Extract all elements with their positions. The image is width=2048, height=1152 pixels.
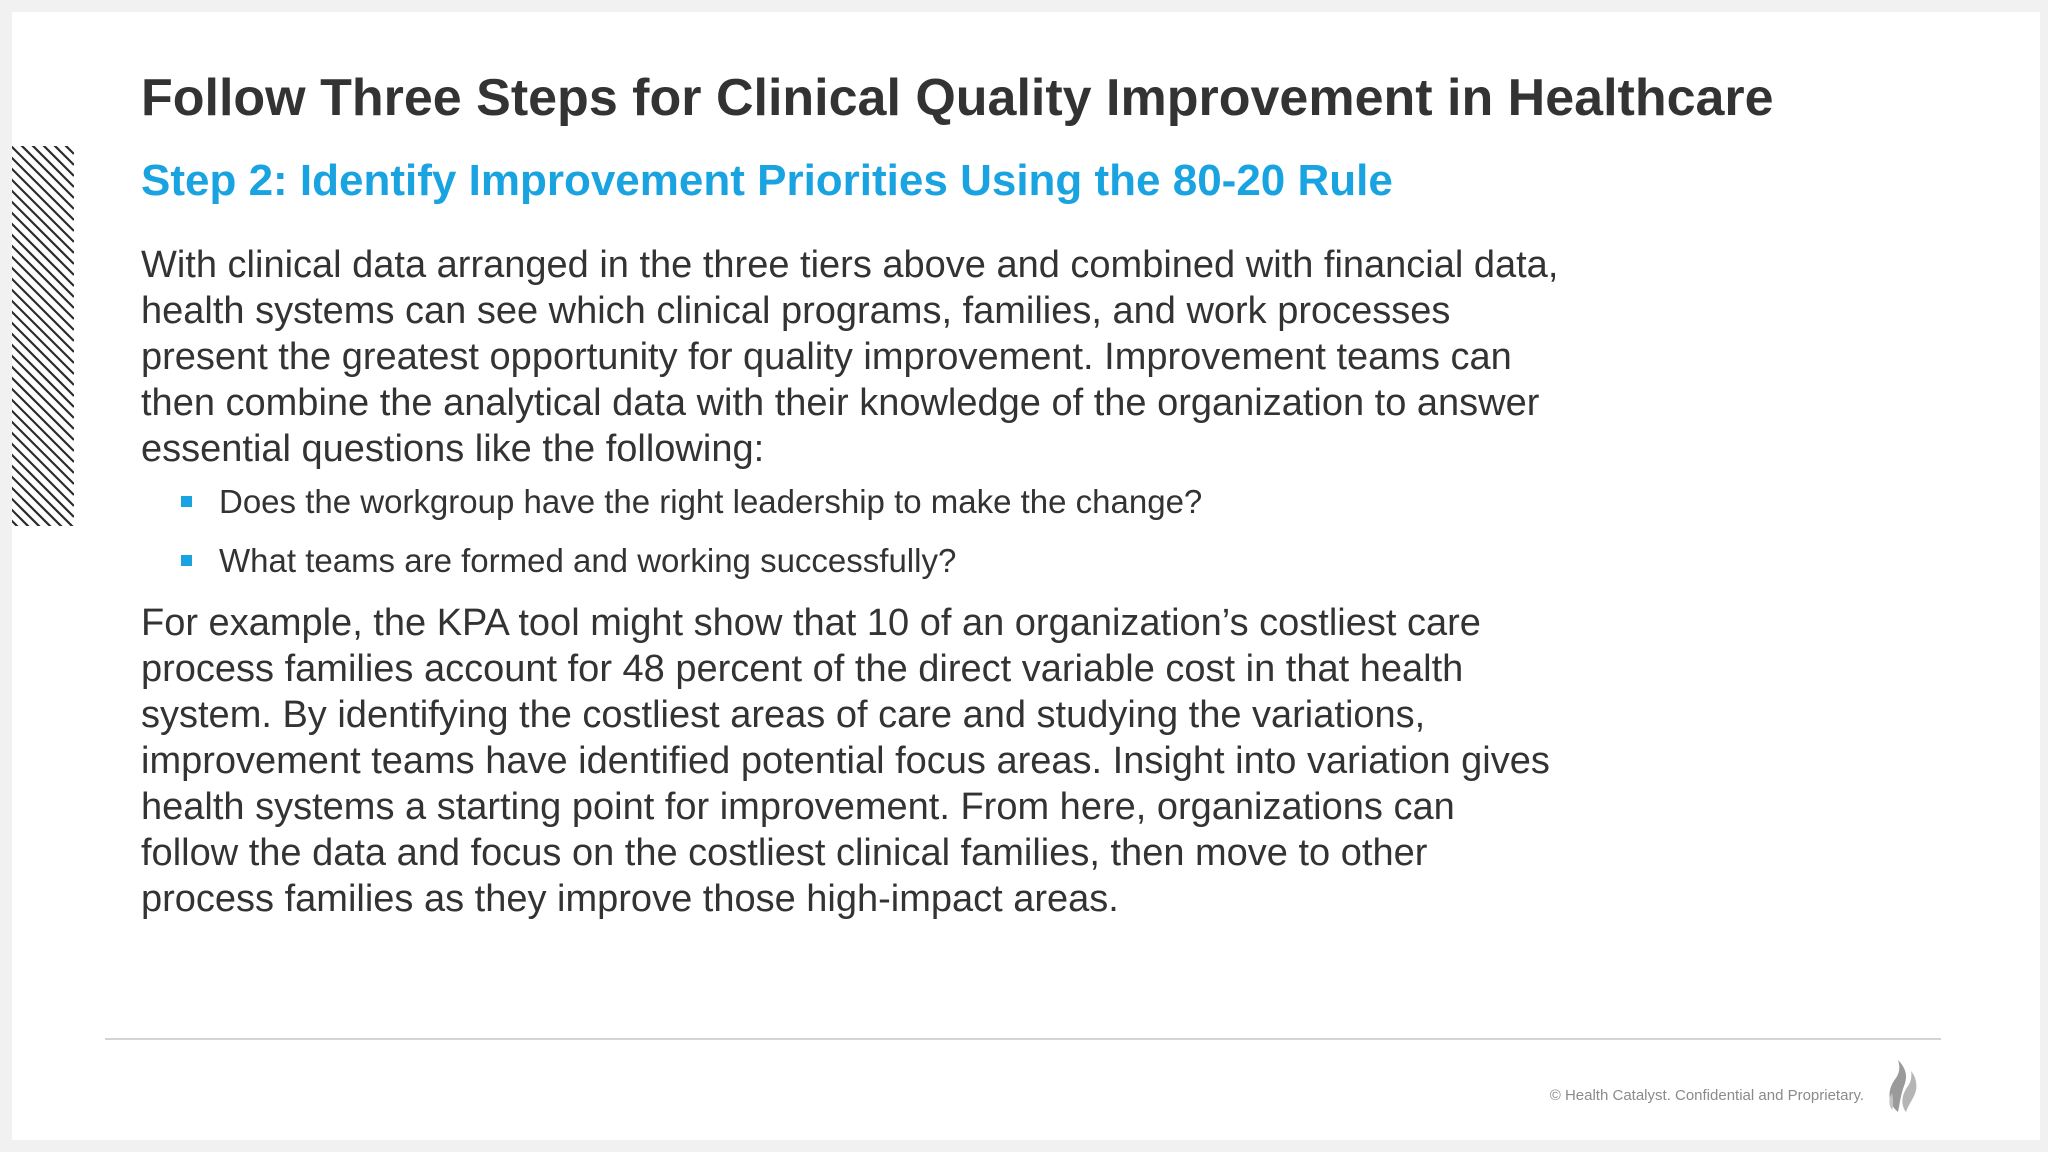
list-item-text: What teams are formed and working successfully?: [219, 542, 957, 579]
slide-subtitle: Step 2: Identify Improvement Priorities Using the 80-20 Rule: [141, 156, 1393, 205]
list-item-text: Does the workgroup have the right leadership to make the change?: [219, 483, 1203, 520]
body-paragraph-intro: With clinical data arranged in the three tiers above and combined with financial data, health systems can see which clinical programs, families, and work processes present the greatest opportunity for quality improvement. Improvement teams can then combine the analytical data with their knowledge of the organization to answer essential questions like the following:: [141, 244, 1559, 470]
body-paragraph-example: For example, the KPA tool might show that 10 of an organization’s costliest care process families account for 48 percent of the direct variable cost in that health system. By identifying the costliest areas of care and studying the variations, improvement teams have identified potential focus areas. Insight into variation gives health systems a starting point for improvement. From here, organizations can follow the data and focus on the costliest clinical families, then move to other process families as they improve those high-impact areas.: [141, 602, 1550, 920]
footer-copyright: © Health Catalyst. Confidential and Proprietary.: [1549, 1087, 1864, 1104]
square-bullet-icon: [181, 496, 192, 507]
list-item: [181, 541, 1561, 581]
footer-divider: [105, 1038, 1941, 1040]
slide-title: Follow Three Steps for Clinical Quality Improvement in Healthcare: [141, 69, 1774, 127]
square-bullet-icon: [181, 555, 192, 566]
diagonal-stripes-icon: [12, 146, 74, 526]
question-list: [141, 482, 1561, 581]
health-catalyst-flame-logo-icon: [1884, 1058, 1920, 1114]
list-item: [181, 482, 1561, 522]
slide-body: [141, 242, 1561, 922]
slide: [12, 12, 2040, 1140]
